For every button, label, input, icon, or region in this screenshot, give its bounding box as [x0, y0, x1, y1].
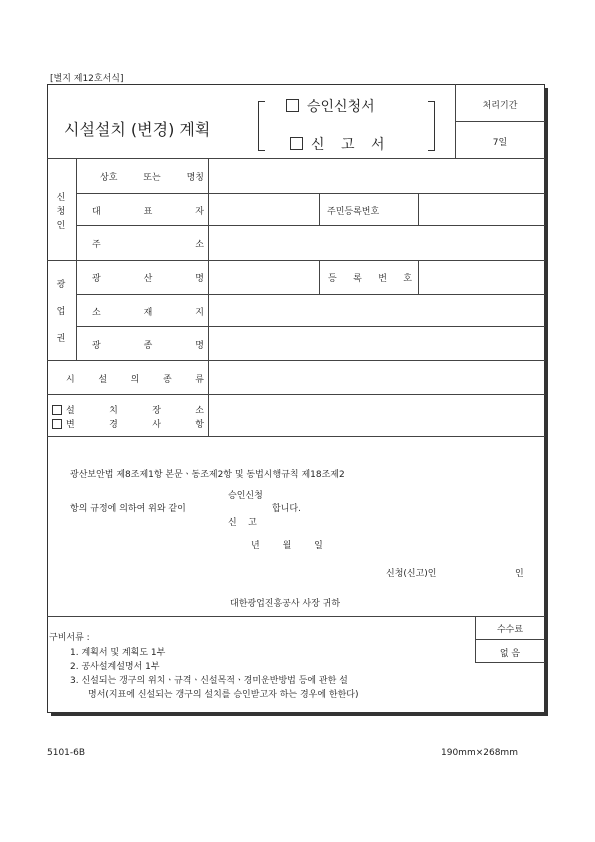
- install-location-label: 설 치 장 소: [66, 406, 204, 416]
- address-field[interactable]: [209, 226, 545, 260]
- left-bracket: [258, 101, 265, 151]
- right-bracket: [428, 101, 435, 151]
- business-name-label: 상호 또는 명칭: [100, 173, 204, 183]
- form-shadow-bottom: [51, 713, 548, 716]
- checkbox-icon: [52, 419, 62, 429]
- change-details-label: 변 경 사 항: [66, 420, 204, 430]
- fee-value: 없 음: [499, 649, 521, 659]
- statement-line-1: 광산보안법 제8조제1항 본문ㆍ동조제2항 및 동법시행규칙 제18조제2: [70, 470, 345, 480]
- option-report-checkbox[interactable]: [290, 134, 390, 154]
- change-details-checkbox[interactable]: [52, 417, 204, 430]
- location-field[interactable]: [209, 295, 545, 326]
- statement-line-2-end: 합니다.: [272, 504, 301, 514]
- option-approval-checkbox[interactable]: [286, 96, 375, 116]
- mine-name-field[interactable]: [209, 261, 319, 294]
- processing-period-label: 처리기간: [482, 101, 518, 111]
- document-item: 1. 계획서 및 계획도 1부: [70, 648, 166, 658]
- applicant-group-label: 신 청 인: [56, 193, 66, 231]
- option-report-label: 신 고 서: [311, 137, 391, 153]
- install-location-checkbox[interactable]: [52, 403, 204, 416]
- install-location-field[interactable]: [209, 395, 545, 436]
- checkbox-icon: [52, 405, 62, 415]
- registration-number-label: 등 록 번 호: [328, 274, 412, 284]
- form-shadow-right: [545, 88, 548, 716]
- business-name-field[interactable]: [209, 159, 545, 193]
- address-label: 주 소: [92, 240, 204, 250]
- resident-id-field[interactable]: [419, 194, 545, 225]
- date-line: 년 월 일: [251, 541, 323, 551]
- approval-option-text: 승인신청: [228, 491, 263, 501]
- mining-right-group-label: 광 업 권: [56, 280, 66, 344]
- document-item: 명서(지표에 신설되는 갱구의 설치를 승인받고자 하는 경우에 한한다): [88, 690, 359, 700]
- paper-size: 190mm×268mm: [441, 748, 518, 758]
- representative-label: 대 표 자: [92, 207, 204, 217]
- mineral-type-field[interactable]: [209, 327, 545, 360]
- document-item: 3. 신설되는 갱구의 위치ㆍ규격ㆍ신설목적ㆍ경미운반방법 등에 관한 설: [70, 676, 348, 686]
- form-title: 시설설치 (변경) 계획: [64, 120, 211, 139]
- location-label: 소 재 지: [92, 308, 204, 318]
- representative-field[interactable]: [209, 194, 319, 225]
- checkbox-icon: [286, 99, 299, 112]
- checkbox-icon: [290, 137, 303, 150]
- document-item: 2. 공사설계설명서 1부: [70, 662, 160, 672]
- required-documents-header: 구비서류 :: [49, 633, 90, 643]
- form-number-label: [별지 제12호서식]: [50, 74, 124, 84]
- resident-id-label: 주민등록번호: [327, 207, 380, 217]
- facility-type-label: 시 설 의 종 류: [66, 375, 204, 385]
- mine-name-label: 광 산 명: [92, 274, 204, 284]
- option-approval-label: 승인신청서: [307, 99, 375, 115]
- fee-label: 수수료: [496, 625, 524, 635]
- facility-type-field[interactable]: [209, 361, 545, 394]
- form-code: 5101-6B: [47, 748, 86, 758]
- seal-label: 인: [515, 569, 524, 579]
- report-option-text: 신 고: [228, 518, 257, 528]
- applicant-signature-label: 신청(신고)인: [386, 569, 437, 579]
- statement-line-2: 항의 규정에 의하여 위와 같이: [70, 504, 186, 514]
- processing-period-value: 7일: [492, 138, 508, 148]
- recipient-line: 대한광업진흥공사 사장 귀하: [230, 599, 341, 609]
- registration-number-field[interactable]: [419, 261, 545, 294]
- mineral-type-label: 광 종 명: [92, 341, 204, 351]
